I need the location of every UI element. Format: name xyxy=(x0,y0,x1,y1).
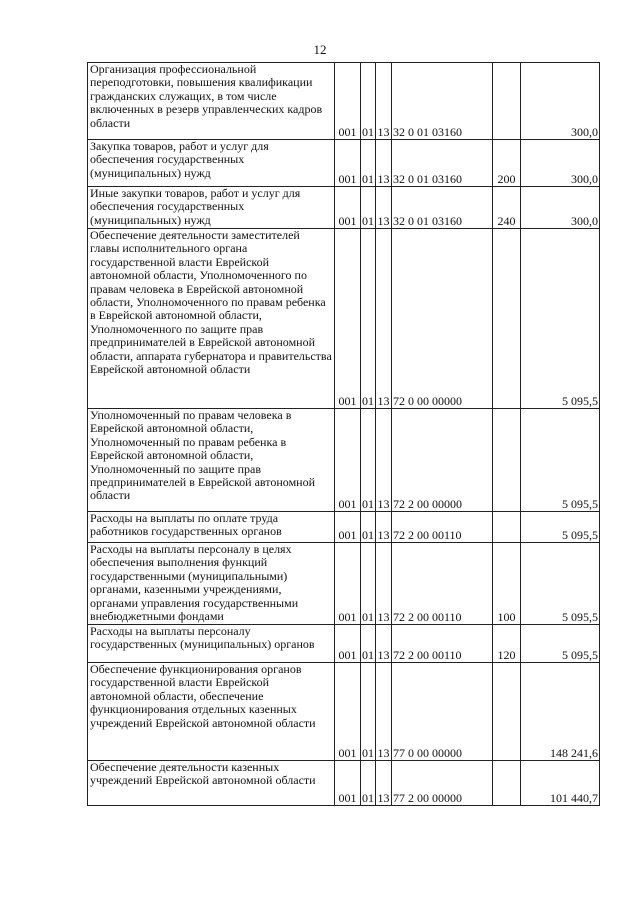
subsection-code: 13 xyxy=(376,187,392,229)
section-code: 01 xyxy=(361,543,376,625)
target-article-code: 72 2 00 00110 xyxy=(392,543,493,625)
row-name: Расходы на выплаты персоналу в целях обеспечения выполнения функций государственными (муниципальными) органами, казенными учреждениями, органами управления государственными внебюджетными фондами xyxy=(88,543,335,625)
section-code: 01 xyxy=(361,409,376,512)
section-code: 01 xyxy=(361,663,376,761)
amount: 300,0 xyxy=(521,63,600,140)
subsection-code: 13 xyxy=(376,663,392,761)
subsection-code: 13 xyxy=(376,512,392,543)
target-article-code: 77 2 00 00000 xyxy=(392,761,493,806)
target-article-code: 32 0 01 03160 xyxy=(392,140,493,187)
ministry-code: 001 xyxy=(335,140,361,187)
expense-type-code: 120 xyxy=(493,625,521,663)
ministry-code: 001 xyxy=(335,409,361,512)
row-name: Расходы на выплаты по оплате труда работников государственных органов xyxy=(88,512,335,543)
ministry-code: 001 xyxy=(335,761,361,806)
ministry-code: 001 xyxy=(335,663,361,761)
target-article-code: 72 2 00 00000 xyxy=(392,409,493,512)
budget-table xyxy=(87,62,600,806)
row-name: Иные закупки товаров, работ и услуг для обеспечения государственных (муниципальных) нужд xyxy=(88,187,335,229)
section-code: 01 xyxy=(361,625,376,663)
row-name: Организация профессиональной переподготовки, повышения квалификации гражданских служащих, в том числе включенных в резерв управленческих кадров области xyxy=(88,63,335,140)
table-row xyxy=(88,229,600,409)
subsection-code: 13 xyxy=(376,761,392,806)
section-code: 01 xyxy=(361,187,376,229)
table-row xyxy=(88,63,600,140)
ministry-code: 001 xyxy=(335,187,361,229)
expense-type-code: 200 xyxy=(493,140,521,187)
expense-type-code xyxy=(493,63,521,140)
target-article-code: 77 0 00 00000 xyxy=(392,663,493,761)
expense-type-code xyxy=(493,512,521,543)
subsection-code: 13 xyxy=(376,63,392,140)
table-row xyxy=(88,140,600,187)
row-name: Обеспечение деятельности казенных учреждений Еврейской автономной области xyxy=(88,761,335,806)
section-code: 01 xyxy=(361,229,376,409)
target-article-code: 72 2 00 00110 xyxy=(392,512,493,543)
subsection-code: 13 xyxy=(376,140,392,187)
target-article-code: 32 0 01 03160 xyxy=(392,63,493,140)
table-row xyxy=(88,409,600,512)
subsection-code: 13 xyxy=(376,625,392,663)
amount: 300,0 xyxy=(521,187,600,229)
subsection-code: 13 xyxy=(376,543,392,625)
expense-type-code: 240 xyxy=(493,187,521,229)
table-row xyxy=(88,187,600,229)
table-row xyxy=(88,761,600,806)
amount: 101 440,7 xyxy=(521,761,600,806)
row-name: Закупка товаров, работ и услуг для обеспечения государственных (муниципальных) нужд xyxy=(88,140,335,187)
ministry-code: 001 xyxy=(335,543,361,625)
ministry-code: 001 xyxy=(335,625,361,663)
row-name: Обеспечение функционирования органов государственной власти Еврейской автономной области, обеспечение функционирования отдельных казенных учреждений Еврейской автономной области xyxy=(88,663,335,761)
section-code: 01 xyxy=(361,512,376,543)
target-article-code: 32 0 01 03160 xyxy=(392,187,493,229)
section-code: 01 xyxy=(361,63,376,140)
ministry-code: 001 xyxy=(335,63,361,140)
subsection-code: 13 xyxy=(376,229,392,409)
row-name: Обеспечение деятельности заместителей главы исполнительного органа государственной власти Еврейской автономной области, Уполномоченного по правам человека в Еврейской автономной области, Уполномоченного по правам ребенка в Еврейской автономной области, Уполномоченного по защите прав предпринимателей в Еврейской автономной области, аппарата губернатора и правительства Еврейской автономной области xyxy=(88,229,335,409)
amount: 5 095,5 xyxy=(521,543,600,625)
expense-type-code xyxy=(493,229,521,409)
expense-type-code: 100 xyxy=(493,543,521,625)
row-name: Уполномоченный по правам человека в Еврейской автономной области, Уполномоченный по правам ребенка в Еврейской автономной области, Уполномоченный по защите прав предпринимателей в Еврейской автономной области xyxy=(88,409,335,512)
amount: 300,0 xyxy=(521,140,600,187)
table-row xyxy=(88,512,600,543)
amount: 5 095,5 xyxy=(521,229,600,409)
row-name: Расходы на выплаты персоналу государственных (муниципальных) органов xyxy=(88,625,335,663)
ministry-code: 001 xyxy=(335,229,361,409)
expense-type-code xyxy=(493,761,521,806)
amount: 5 095,5 xyxy=(521,512,600,543)
table-row xyxy=(88,543,600,625)
ministry-code: 001 xyxy=(335,512,361,543)
subsection-code: 13 xyxy=(376,409,392,512)
amount: 5 095,5 xyxy=(521,409,600,512)
table-row xyxy=(88,625,600,663)
table-row xyxy=(88,663,600,761)
section-code: 01 xyxy=(361,761,376,806)
amount: 148 241,6 xyxy=(521,663,600,761)
page-number: 12 xyxy=(313,42,327,57)
amount: 5 095,5 xyxy=(521,625,600,663)
target-article-code: 72 2 00 00110 xyxy=(392,625,493,663)
target-article-code: 72 0 00 00000 xyxy=(392,229,493,409)
expense-type-code xyxy=(493,409,521,512)
expense-type-code xyxy=(493,663,521,761)
section-code: 01 xyxy=(361,140,376,187)
